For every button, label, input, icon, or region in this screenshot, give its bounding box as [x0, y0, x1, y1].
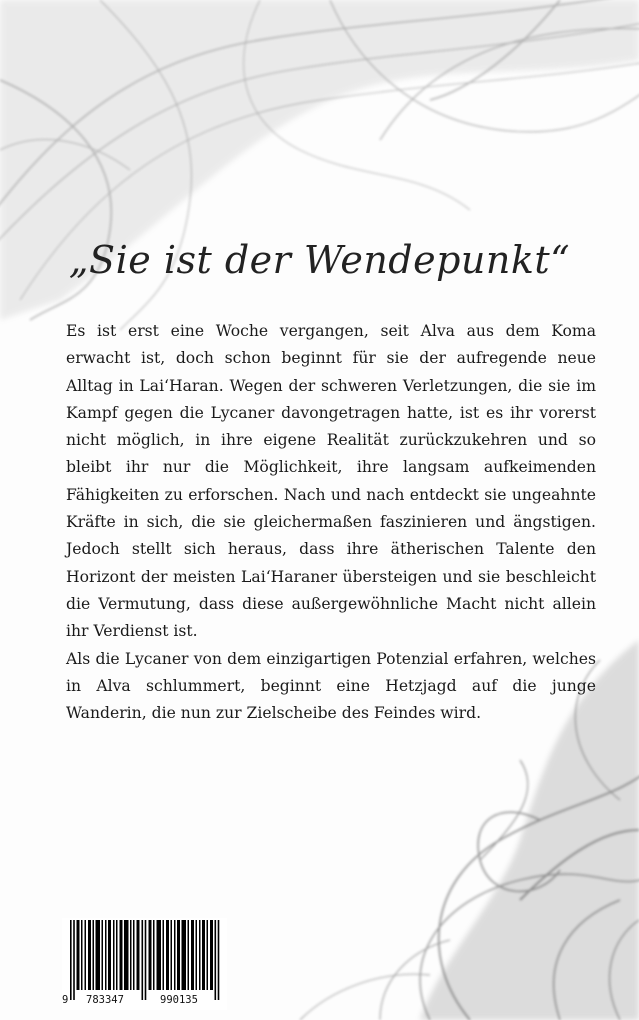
isbn-barcode: [62, 918, 227, 1010]
barcode-prefix-digit: 9: [62, 994, 69, 1006]
blurb-paragraph-2: Als die Lycaner von dem einzigartigen Potenzial erfahren, welches in Alva schlummert, beginnt eine Hetzjagd auf die junge Wanderin, die nun zur Zielscheibe des Feindes wird.: [66, 649, 596, 723]
cover-title: „Sie ist der Wendepunkt“: [68, 238, 571, 282]
barcode-left-digits: 783347: [86, 994, 124, 1006]
barcode-right-digits: 990135: [160, 994, 198, 1006]
blurb-paragraph-1: Es ist erst eine Woche vergangen, seit Alva aus dem Koma erwacht ist, doch schon beginnt für sie der aufregende neue Alltag in Lai‘Haran. Wegen der schweren Verletzungen, die sie im Kampf gegen die Lycaner davongetragen hatte, ist es ihr vorerst nicht möglich, in ihre eigene Realität zurückzukehren und so bleibt ihr nur die Möglichkeit, ihre langsam aufkeimenden Fähigkeiten zu erforschen. Nach und nach entdeckt sie ungeahnte Kräfte in sich, die sie gleichermaßen faszinieren und ängstigen. Jedoch stellt sich heraus, dass ihre ätherischen Talente den Horizont der meisten Lai‘Haraner übersteigen und sie beschleicht die Vermutung, dass diese außergewöhnliche Macht nicht allein ihr Verdienst ist.: [66, 322, 596, 641]
blurb-text: [66, 318, 596, 727]
